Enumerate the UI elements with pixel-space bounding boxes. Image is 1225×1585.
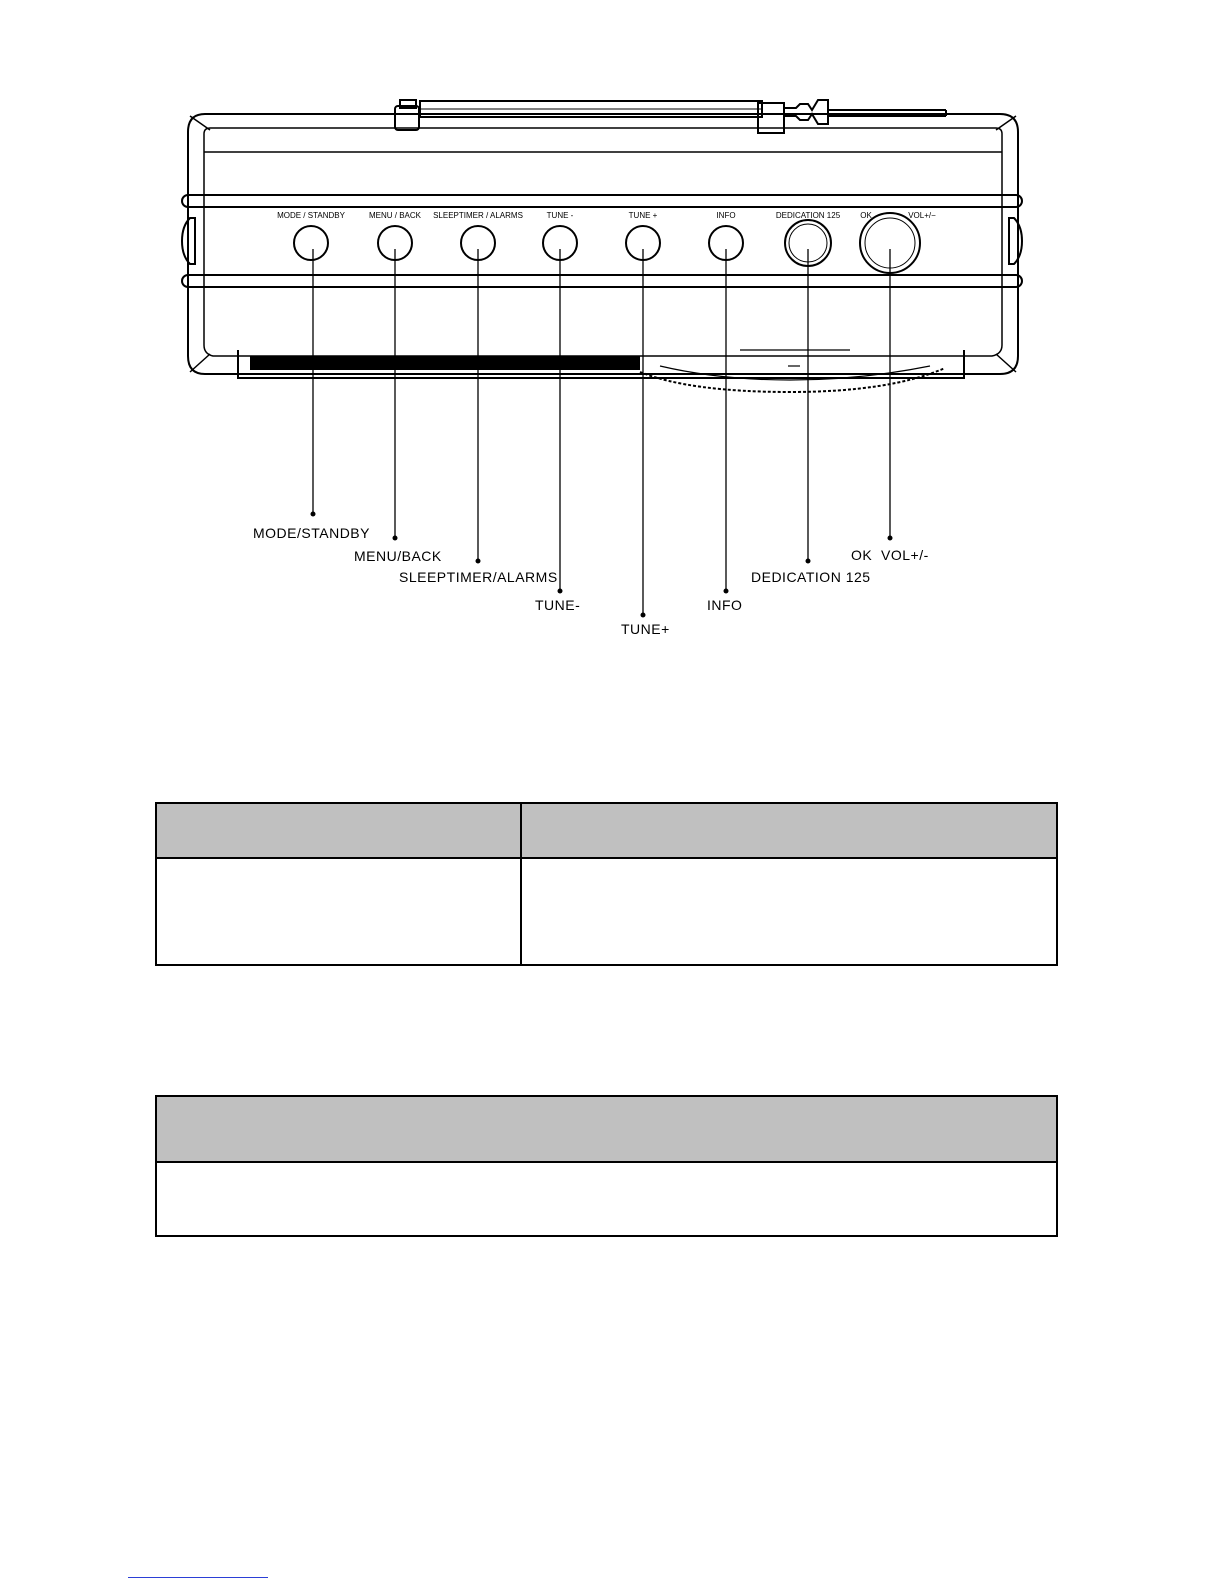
table-1-header-left [157,804,522,820]
table-2 [155,1095,1058,1237]
radio-top-panel-diagram [0,0,1225,670]
panel-label-info: INFO [716,211,736,220]
table-1-column-divider [520,804,522,964]
panel-label-sleeptimer-alarms: SLEEPTIMER / ALARMS [433,211,523,220]
callout-tune-minus: TUNE- [535,597,581,613]
table-1 [155,802,1058,966]
footer-link-underline [128,1577,268,1578]
panel-label-dedication: DEDICATION 125 [775,211,841,220]
button-mode-standby [294,226,328,260]
table-1-header-right [522,804,1056,820]
callout-mode-standby: MODE/STANDBY [253,525,370,541]
callout-info: INFO [707,597,743,613]
panel-label-tune-plus: TUNE + [628,211,658,220]
callout-ok-vol: OK VOL+/- [851,547,929,563]
table-1-cell-left [157,859,522,964]
leader-dots [311,512,893,618]
table-1-cell-right [522,859,1056,964]
callout-dedication: DEDICATION 125 [751,569,871,585]
panel-label-ok: OK [860,211,872,220]
table-2-header [157,1097,1056,1163]
radio-body [182,114,1022,392]
callout-sleeptimer-alarms: SLEEPTIMER/ALARMS [399,569,558,585]
callout-menu-back: MENU/BACK [354,548,442,564]
table-2-cell [157,1163,1056,1235]
callout-tune-plus: TUNE+ [621,621,670,637]
table-2-header-cell [157,1097,1056,1113]
panel-label-tune-minus: TUNE - [546,211,574,220]
panel-label-menu-back: MENU / BACK [368,211,422,220]
panel-label-mode-standby: MODE / STANDBY [277,211,345,220]
table-1-header [157,804,1056,859]
panel-label-vol: VOL+/− [908,211,936,220]
